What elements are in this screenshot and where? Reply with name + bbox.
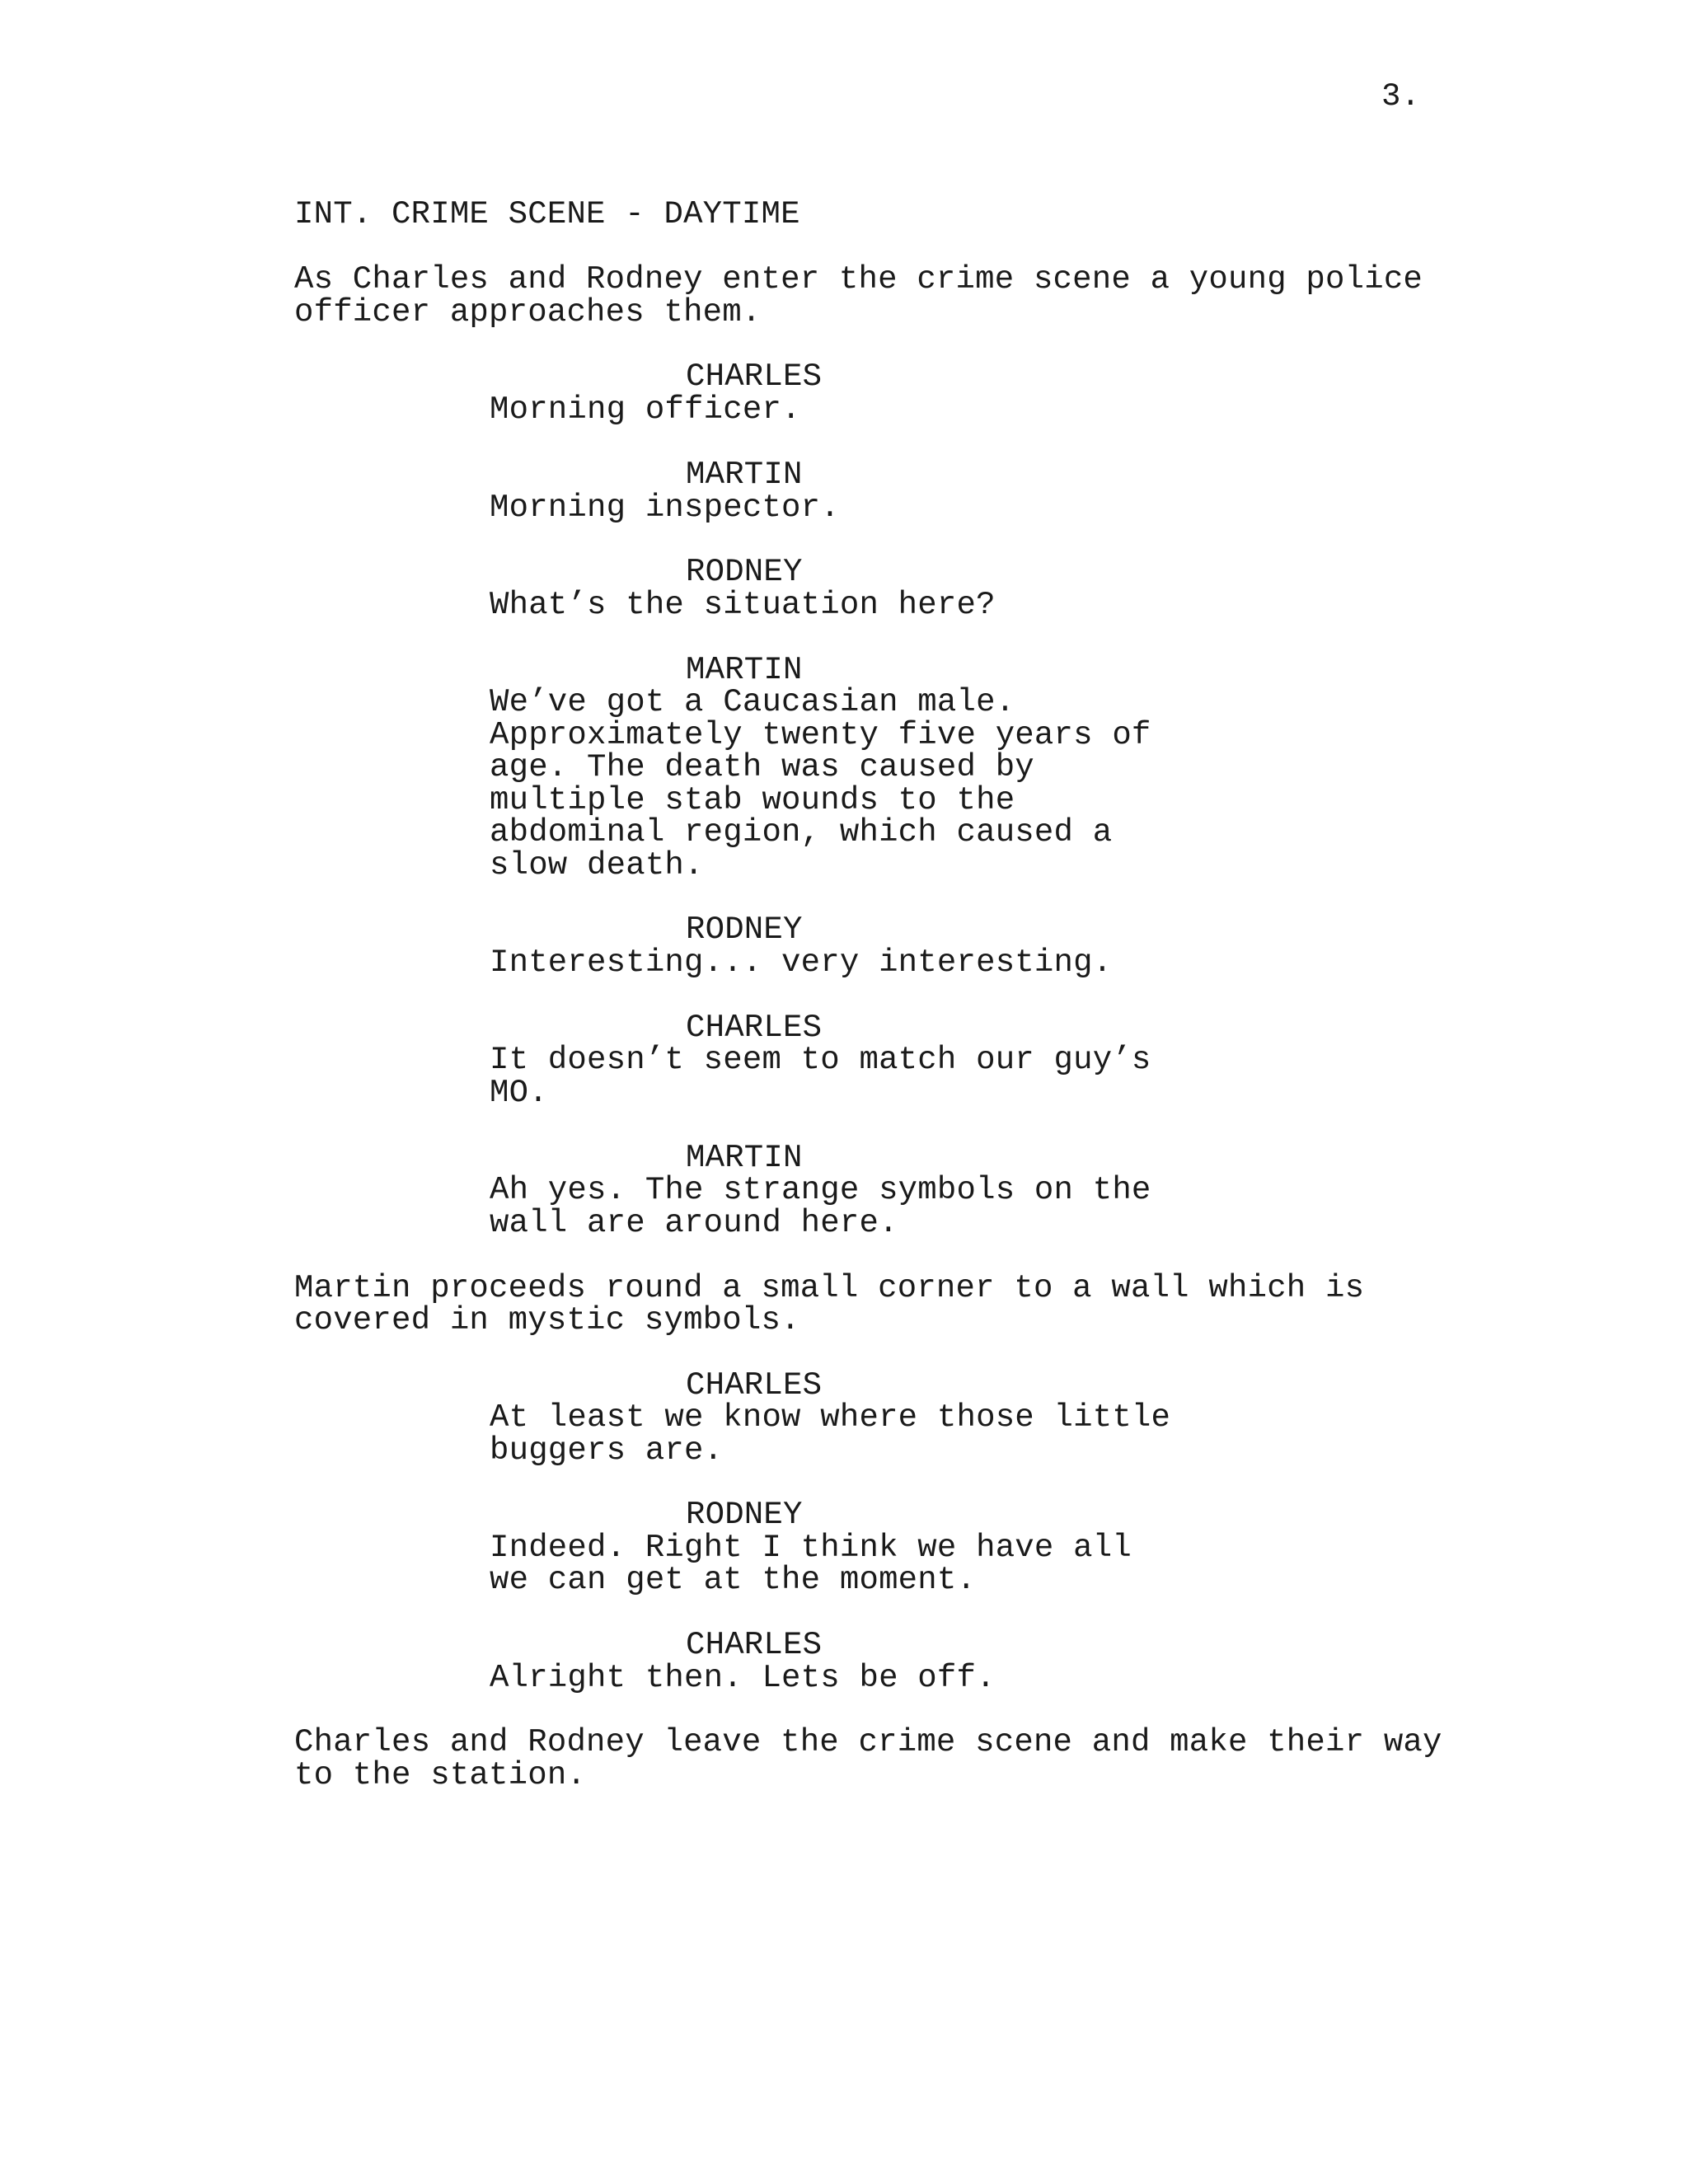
- dialogue-line: age. The death was caused by: [490, 749, 1034, 785]
- dialogue-line: wall are around here.: [490, 1205, 898, 1241]
- dialogue-line: At least we know where those little: [490, 1399, 1171, 1436]
- character-name: MARTIN: [686, 1140, 803, 1176]
- dialogue-line: MO.: [490, 1075, 548, 1111]
- character-name: CHARLES: [686, 1627, 823, 1663]
- character-name: MARTIN: [686, 652, 803, 688]
- action-line: Martin proceeds round a small corner to a wall which is: [294, 1270, 1365, 1306]
- dialogue-line: buggers are.: [490, 1432, 724, 1469]
- dialogue-line: Approximately twenty five years of: [490, 717, 1151, 753]
- dialogue-line: What’s the situation here?: [490, 587, 996, 623]
- dialogue-line: Ah yes. The strange symbols on the: [490, 1172, 1151, 1208]
- dialogue-line: Morning officer.: [490, 391, 801, 428]
- character-name: MARTIN: [686, 457, 803, 493]
- dialogue-line: abdominal region, which caused a: [490, 814, 1113, 851]
- dialogue-line: Morning inspector.: [490, 490, 840, 526]
- action-line: As Charles and Rodney enter the crime scene a young police: [294, 261, 1423, 298]
- page-number: 3.: [1381, 78, 1421, 115]
- character-name: CHARLES: [686, 1367, 823, 1404]
- character-name: RODNEY: [686, 554, 803, 590]
- character-name: CHARLES: [686, 1010, 823, 1046]
- dialogue-line: we can get at the moment.: [490, 1562, 977, 1598]
- scene-heading: INT. CRIME SCENE - DAYTIME: [294, 196, 800, 232]
- dialogue-line: Indeed. Right I think we have all: [490, 1530, 1132, 1566]
- dialogue-line: We’ve got a Caucasian male.: [490, 684, 1015, 720]
- dialogue-line: slow death.: [490, 847, 704, 883]
- action-line: to the station.: [294, 1757, 587, 1793]
- action-line: Charles and Rodney leave the crime scene and make their way: [294, 1724, 1442, 1760]
- dialogue-line: multiple stab wounds to the: [490, 782, 1015, 818]
- character-name: RODNEY: [686, 912, 803, 948]
- action-line: officer approaches them.: [294, 294, 762, 330]
- character-name: CHARLES: [686, 359, 823, 395]
- character-name: RODNEY: [686, 1497, 803, 1533]
- action-line: covered in mystic symbols.: [294, 1302, 800, 1338]
- dialogue-line: Alright then. Lets be off.: [490, 1660, 996, 1696]
- dialogue-line: It doesn’t seem to match our guy’s: [490, 1042, 1151, 1078]
- dialogue-line: Interesting... very interesting.: [490, 944, 1113, 981]
